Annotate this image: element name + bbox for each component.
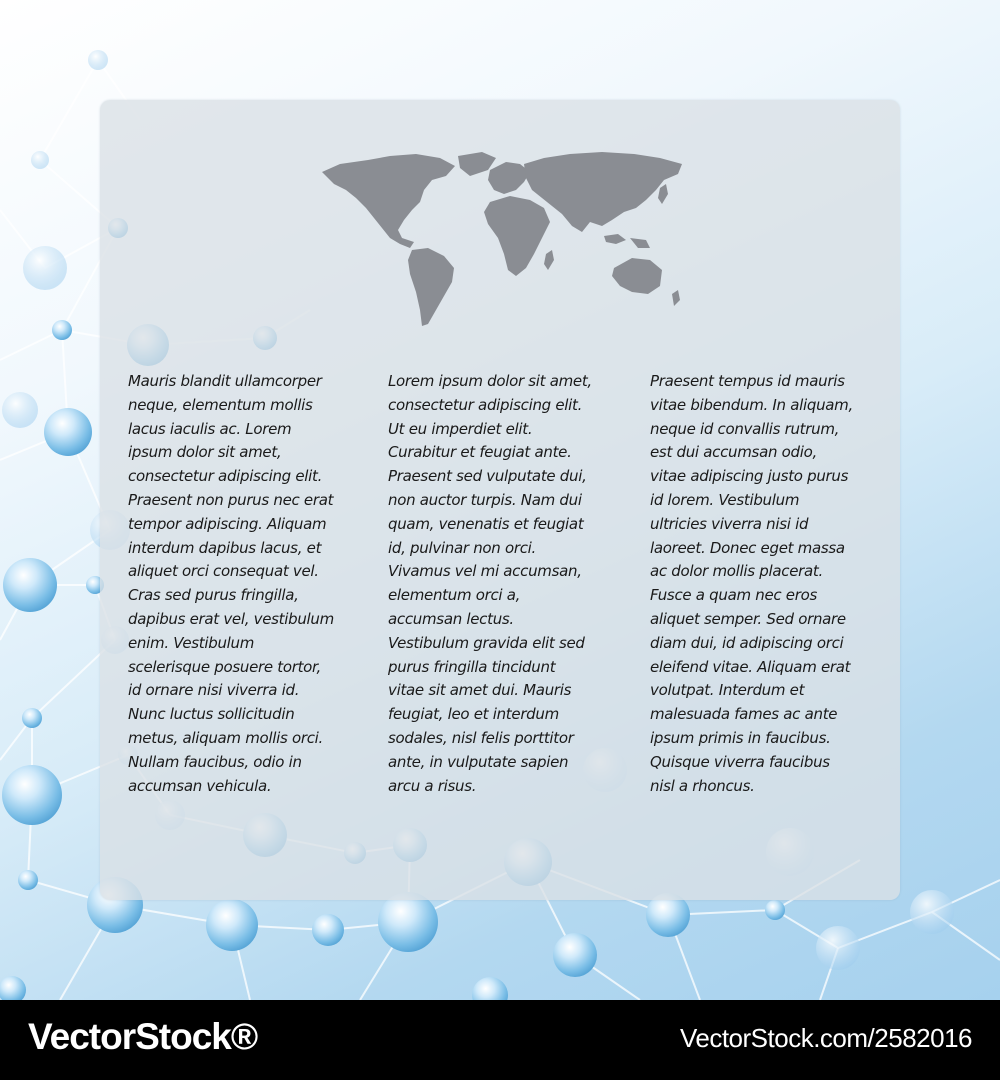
text-line: consectetur adipiscing elit. xyxy=(128,467,323,486)
text-column-1 xyxy=(128,370,358,798)
text-line: Vivamus vel mi accumsan, xyxy=(388,562,582,581)
text-line: consectetur adipiscing elit. xyxy=(388,395,583,414)
text-line: accumsan lectus. xyxy=(388,609,514,628)
content-panel xyxy=(100,100,900,900)
text-line: ipsum dolor sit amet, xyxy=(128,443,282,462)
text-line: Praesent tempus id mauris xyxy=(650,372,845,390)
text-line: scelerisque posuere tortor, xyxy=(128,657,322,676)
watermark-footer xyxy=(0,1000,1000,1080)
text-line: aliquet semper. Sed ornare xyxy=(650,609,846,628)
text-line: metus, aliquam mollis orci. xyxy=(128,728,324,747)
text-line: tempor adipiscing. Aliquam xyxy=(128,514,327,533)
text-line: nisl a rhoncus. xyxy=(650,776,755,795)
image-id-text: VectorStock.com/2582016 xyxy=(679,1023,972,1053)
text-line: Fusce a quam nec eros xyxy=(650,586,817,605)
text-line: Praesent non purus nec erat xyxy=(128,490,334,509)
text-column-2 xyxy=(388,370,618,798)
brand-logo: VectorStock® xyxy=(28,1016,258,1057)
text-line: vitae adipiscing justo purus xyxy=(650,467,849,486)
text-line: arcu a risus. xyxy=(388,776,477,795)
text-line: Curabitur et feugiat ante. xyxy=(388,443,572,462)
text-line: diam dui, id adipiscing orci xyxy=(650,633,844,652)
text-line: elementum orci a, xyxy=(388,586,521,605)
text-line: ante, in vulputate sapien xyxy=(388,752,569,771)
text-line: neque, elementum mollis xyxy=(128,395,313,414)
text-line: quam, venenatis et feugiat xyxy=(388,514,584,533)
text-line: id ornare nisi viverra id. xyxy=(128,681,300,700)
text-line: malesuada fames ac ante xyxy=(650,705,838,724)
text-line: eleifend vitae. Aliquam erat xyxy=(650,657,851,676)
text-line: Quisque viverra faucibus xyxy=(650,752,830,771)
text-line: interdum dapibus lacus, et xyxy=(128,538,322,557)
text-line: Praesent sed vulputate dui, xyxy=(388,467,587,486)
text-line: feugiat, leo et interdum xyxy=(388,705,559,724)
text-column-3 xyxy=(650,370,880,798)
text-line: aliquet orci consequat vel. xyxy=(128,562,319,581)
text-line: sodales, nisl felis porttitor xyxy=(388,728,574,747)
text-line: Cras sed purus fringilla, xyxy=(128,586,299,605)
text-line: Nullam faucibus, odio in xyxy=(128,752,302,771)
text-line: vitae sit amet dui. Mauris xyxy=(388,681,572,700)
text-line: Nunc luctus sollicitudin xyxy=(128,705,295,724)
text-line: ultricies viverra nisi id xyxy=(650,514,809,533)
text-line: volutpat. Interdum et xyxy=(650,681,805,700)
text-line: enim. Vestibulum xyxy=(128,633,255,652)
text-line: id, pulvinar non orci. xyxy=(388,538,536,557)
text-line: neque id convallis rutrum, xyxy=(650,419,840,438)
text-line: lacus iaculis ac. Lorem xyxy=(128,419,292,438)
text-line: purus fringilla tincidunt xyxy=(388,657,556,676)
text-line: id lorem. Vestibulum xyxy=(650,490,800,509)
text-line: laoreet. Donec eget massa xyxy=(650,538,845,557)
text-line: est dui accumsan odio, xyxy=(650,443,817,462)
text-line: ipsum primis in faucibus. xyxy=(650,728,831,747)
text-line: vitae bibendum. In aliquam, xyxy=(650,395,853,414)
text-line: accumsan vehicula. xyxy=(128,776,272,795)
text-line: Vestibulum gravida elit sed xyxy=(388,633,585,652)
text-line: dapibus erat vel, vestibulum xyxy=(128,609,334,628)
text-line: Ut eu imperdiet elit. xyxy=(388,419,533,438)
text-line: non auctor turpis. Nam dui xyxy=(388,490,582,509)
world-map-icon xyxy=(320,150,690,330)
text-line: Mauris blandit ullamcorper xyxy=(128,372,322,390)
text-line: Lorem ipsum dolor sit amet, xyxy=(388,372,592,390)
text-line: ac dolor mollis placerat. xyxy=(650,562,823,581)
